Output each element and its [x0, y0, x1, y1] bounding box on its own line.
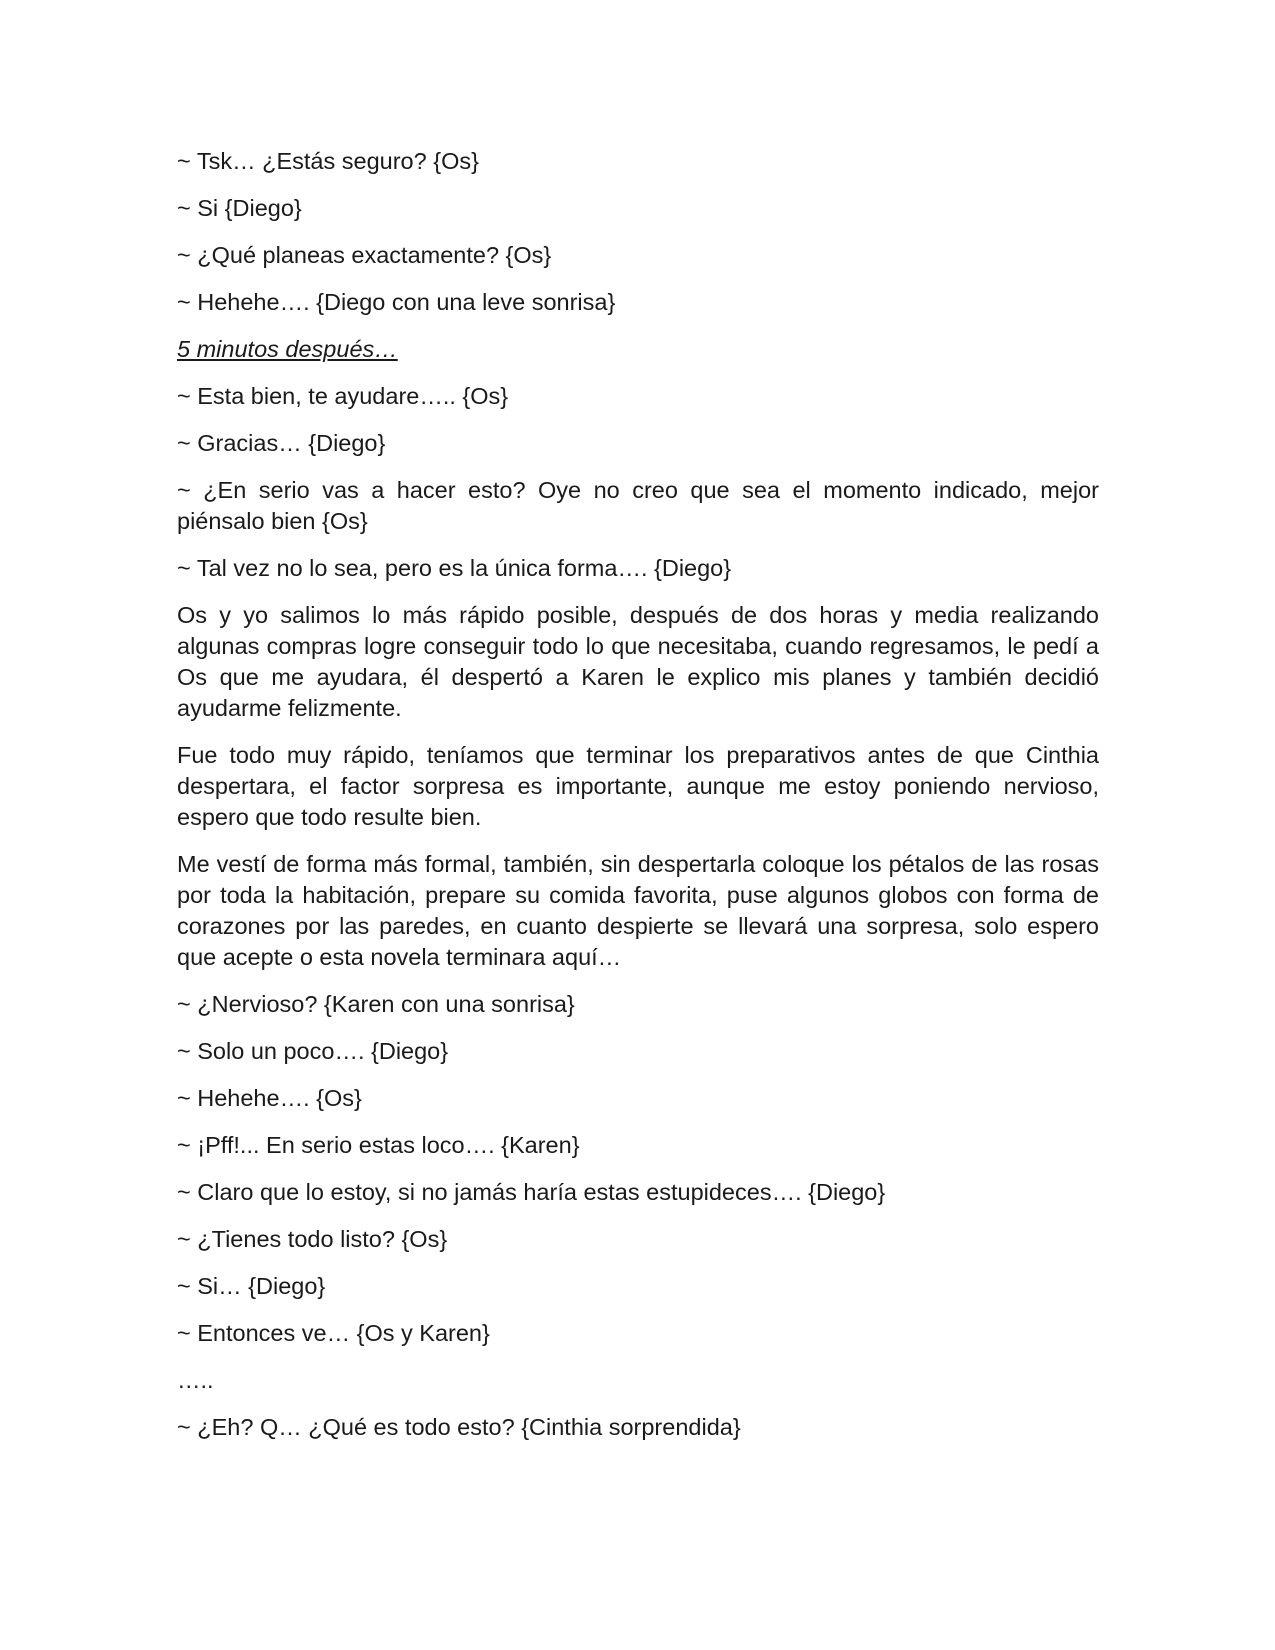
dialogue-line: ~ Gracias… {Diego} — [177, 430, 386, 456]
dialogue-line: ~ Tal vez no lo sea, pero es la única forma…. {Diego} — [177, 555, 732, 581]
dialogue-line: ~ ¿Tienes todo listo? {Os} — [177, 1226, 448, 1252]
dialogue-line: ~ ¿Qué planeas exactamente? {Os} — [177, 242, 552, 268]
dialogue-line: ~ Esta bien, te ayudare….. {Os} — [177, 383, 509, 409]
scene-break: 5 minutos después… — [177, 336, 398, 362]
dialogue-line: ~ ¡Pff!... En serio estas loco…. {Karen} — [177, 1132, 580, 1158]
dialogue-line: ~ Si… {Diego} — [177, 1273, 326, 1299]
narrative-paragraph: Fue todo muy rápido, teníamos que terminar los preparativos antes de que Cinthia despertara, el factor sorpresa es importante, aunque me estoy poniendo nervioso, espero que todo resulte bien. — [177, 742, 1099, 830]
dialogue-line: ~ ¿En serio vas a hacer esto? Oye no creo que sea el momento indicado, mejor piénsalo bien {Os} — [177, 477, 1099, 534]
dialogue-line: ~ Tsk… ¿Estás seguro? {Os} — [177, 148, 479, 174]
dialogue-line: ~ Entonces ve… {Os y Karen} — [177, 1320, 490, 1346]
dialogue-line: ~ Claro que lo estoy, si no jamás haría estas estupideces…. {Diego} — [177, 1179, 886, 1205]
dialogue-line: ~ Hehehe…. {Diego con una leve sonrisa} — [177, 289, 616, 315]
narrative-paragraph: Me vestí de forma más formal, también, sin despertarla coloque los pétalos de las rosas por toda la habitación, prepare su comida favorita, puse algunos globos con forma de corazones por las paredes, en cuanto despierte se llevará una sorpresa, solo espero que acepte o esta novela terminara aquí… — [177, 851, 1099, 970]
narrative-paragraph: Os y yo salimos lo más rápido posible, después de dos horas y media realizando algunas compras logre conseguir todo lo que necesitaba, cuando regresamos, le pedí a Os que me ayudara, él despertó a Karen le explico mis planes y también decidió ayudarme felizmente. — [177, 602, 1099, 721]
document-body — [177, 146, 1099, 1459]
dialogue-line: ~ ¿Eh? Q… ¿Qué es todo esto? {Cinthia sorprendida} — [177, 1414, 741, 1440]
dialogue-line: ~ Hehehe…. {Os} — [177, 1085, 362, 1111]
dialogue-line: ~ Si {Diego} — [177, 195, 302, 221]
dialogue-line: ~ Solo un poco…. {Diego} — [177, 1038, 449, 1064]
ellipsis-break: ….. — [177, 1367, 214, 1393]
dialogue-line: ~ ¿Nervioso? {Karen con una sonrisa} — [177, 991, 575, 1017]
